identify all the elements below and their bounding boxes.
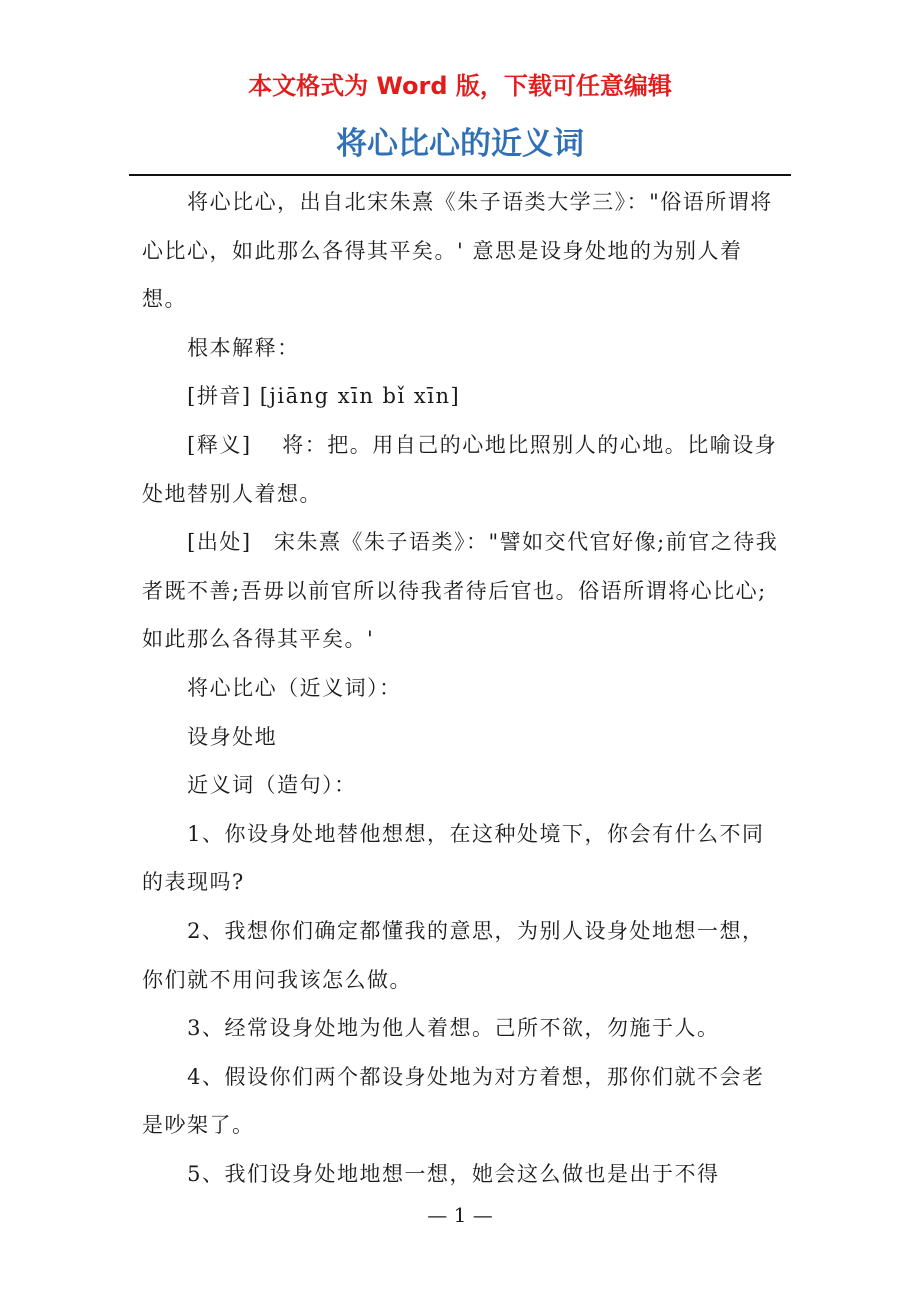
example-sentence-2: 2、我想你们确定都懂我的意思，为别人设身处地想一想，你们就不用问我该怎么做。 xyxy=(142,918,765,992)
title-divider xyxy=(129,174,791,176)
download-banner: 本文格式为 Word 版，下载可任意编辑 xyxy=(248,72,672,100)
document-body xyxy=(142,178,782,1198)
paragraph-meaning: [释义] 将：把。用自己的心地比照别人的心地。比喻设身处地替别人着想。 xyxy=(142,432,778,506)
example-sentence-1: 1、你设身处地替他想想，在这种处境下，你会有什么不同的表现吗? xyxy=(142,821,765,895)
paragraph-pinyin: [拼音] [jiāng xīn bǐ xīn] xyxy=(187,384,461,409)
example-sentence-3: 3、经常设身处地为他人着想。己所不欲，勿施于人。 xyxy=(187,1016,720,1041)
paragraph-sentence-heading: 近义词（造句）： xyxy=(187,773,357,798)
page-number: — 1 — xyxy=(427,1203,493,1227)
paragraph-basic-explanation-heading: 根本解释： xyxy=(187,335,300,360)
document-title: 将心比心的近义词 xyxy=(336,126,584,162)
example-sentence-4: 4、假设你们两个都设身处地为对方着想，那你们就不会老是吵架了。 xyxy=(142,1064,765,1138)
paragraph-source: [出处] 宋朱熹《朱子语类》："譬如交代官好像;前官之待我者既不善;吾毋以前官所以待我者待后官也。俗语所谓将心比心;如此那么各得其平矣。' xyxy=(142,530,779,652)
paragraph-synonym: 设身处地 xyxy=(187,724,278,749)
paragraph-origin: 将心比心，出自北宋朱熹《朱子语类大学三》："俗语所谓将心比心，如此那么各得其平矣。' 意思是设身处地的为别人着想。 xyxy=(142,190,773,312)
paragraph-synonym-heading: 将心比心（近义词）： xyxy=(187,675,402,700)
example-sentence-5: 5、我们设身处地地想一想，她会这么做也是出于不得 xyxy=(187,1161,720,1186)
